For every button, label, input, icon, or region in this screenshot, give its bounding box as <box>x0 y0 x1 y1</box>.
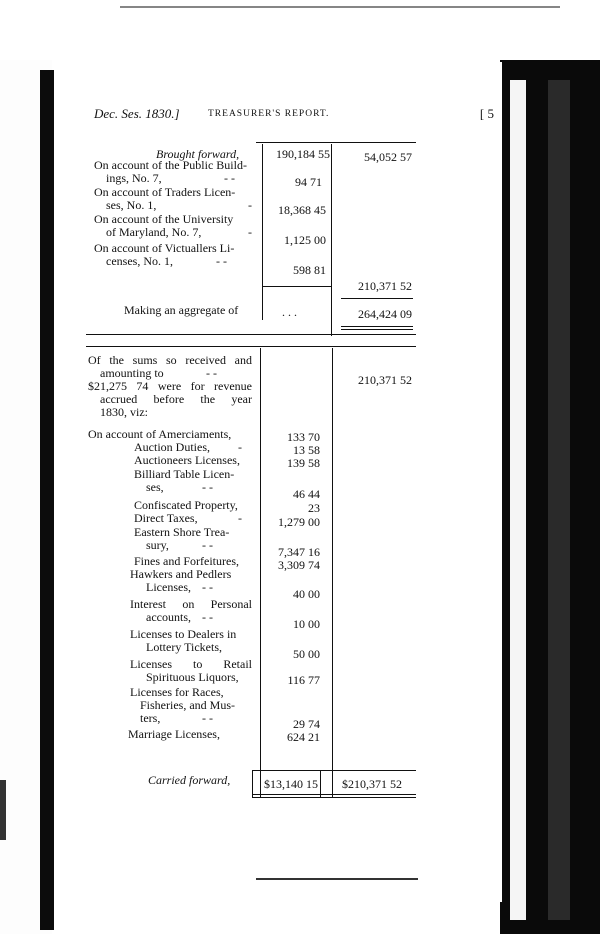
aggregate-dots: . . . <box>282 305 297 319</box>
item-label: Fisheries, and Mus- <box>140 698 235 712</box>
section2-col1-right-rule <box>332 348 333 798</box>
carried-forward-top-rule <box>252 770 416 771</box>
item-label: Licenses to Dealers in <box>130 627 237 641</box>
item-amount: 3,309 74 <box>278 558 320 572</box>
page-edge-stripe <box>510 80 526 920</box>
edge-mark <box>0 780 6 840</box>
row-dashes: - - <box>224 171 235 185</box>
intro-line: accrued before the year <box>100 392 252 406</box>
row-amount: 1,125 00 <box>284 233 326 247</box>
carried-forward-bottom-rule-2 <box>252 797 416 798</box>
intro-line: $21,275 74 were for revenue <box>88 379 252 393</box>
binding-shadow <box>40 70 54 930</box>
carried-forward-bottom-rule <box>252 794 416 795</box>
intro-line: Of the sums so received and <box>88 353 252 367</box>
page-header <box>94 106 494 128</box>
intro-line: 1830, viz: <box>100 405 148 419</box>
col1-left-rule <box>262 144 263 320</box>
row-amount: 94 71 <box>295 175 322 189</box>
item-label: Licenses to Retail <box>130 657 252 671</box>
item-label: Licenses for Races, <box>130 685 224 699</box>
item-amount: 40 00 <box>293 587 320 601</box>
item-dashes: - - <box>202 711 213 725</box>
item-label: Auctioneers Licenses, <box>134 453 240 467</box>
page-number: [ 5 <box>479 106 494 121</box>
item-dashes: - <box>238 511 242 525</box>
row-label-line1: On account of the Public Build- <box>94 158 247 172</box>
item-label: ses, <box>146 480 164 494</box>
item-label: Marriage Licenses, <box>128 727 220 741</box>
item-label: Interest on Personal <box>130 597 252 611</box>
carried-forward-col1: $13,140 15 <box>264 777 318 791</box>
item-amount: 50 00 <box>293 647 320 661</box>
page-edge-shadow <box>548 80 570 920</box>
col1-sum-rule <box>262 286 332 287</box>
section2-top-rule <box>86 346 416 347</box>
row-label-line1: On account of the University <box>94 212 234 226</box>
row-label-line2: ses, No. 1, <box>106 198 157 212</box>
item-label: Confiscated Property, <box>134 498 238 512</box>
item-label: Fines and Forfeitures, <box>134 554 239 568</box>
row-amount: 598 81 <box>293 263 326 277</box>
row-amount: 18,368 45 <box>278 203 326 217</box>
item-amount: 624 21 <box>287 730 320 744</box>
scan-artifact-bottom-line <box>256 878 418 880</box>
item-label: accounts, <box>146 610 191 624</box>
item-amount: 139 58 <box>287 456 320 470</box>
carried-forward-mid-rule <box>320 770 321 798</box>
carried-forward-col2: $210,371 52 <box>342 777 402 791</box>
section1-subtotal: 210,371 52 <box>358 279 412 293</box>
item-dashes: - - <box>202 580 213 594</box>
aggregate-amount: 264,424 09 <box>358 307 412 321</box>
item-label: On account of Amerciaments, <box>88 427 232 441</box>
intro-amount: 210,371 52 <box>358 373 412 387</box>
header-title: TREASURER'S REPORT. <box>208 109 330 119</box>
item-label: Eastern Shore Trea- <box>134 525 230 539</box>
item-amount: 46 44 <box>293 487 320 501</box>
item-amount: 7,347 16 <box>278 545 320 559</box>
item-amount: 1,279 00 <box>278 515 320 529</box>
brought-forward-label: Brought forward, <box>156 147 240 161</box>
item-amount: 10 00 <box>293 617 320 631</box>
row-label-line2: censes, No. 1, <box>106 254 173 268</box>
item-label: Licenses, <box>146 580 191 594</box>
intro-line: amounting to <box>100 366 164 380</box>
carried-forward-label: Carried forward, <box>148 773 231 787</box>
item-dashes: - - <box>202 480 213 494</box>
row-label-line2: ings, No. 7, <box>106 171 162 185</box>
item-label: Lottery Tickets, <box>146 640 223 654</box>
aggregate-rule-2 <box>341 329 413 330</box>
brought-forward-col2: 54,052 57 <box>364 150 412 164</box>
item-dashes: - - <box>202 538 213 552</box>
item-dashes: - <box>238 440 242 454</box>
row-dashes: - <box>248 225 252 239</box>
item-amount: 133 70 <box>287 430 320 444</box>
header-date: Dec. Ses. 1830.] <box>94 106 180 121</box>
table-top-rule <box>256 142 416 143</box>
item-label: ters, <box>140 711 161 725</box>
col1-right-rule <box>331 144 332 336</box>
item-label: Billiard Table Licen- <box>134 467 235 481</box>
item-dashes: - - <box>202 610 213 624</box>
right-page-edge <box>500 60 600 934</box>
item-label: sury, <box>146 538 169 552</box>
col2-sum-rule <box>341 298 413 299</box>
row-label-line1: On account of Victuallers Li- <box>94 241 235 255</box>
scan-artifact-line <box>120 6 560 8</box>
left-page-edge <box>0 60 52 934</box>
section-divider <box>86 334 416 335</box>
item-label: Spirituous Liquors, <box>146 670 239 684</box>
item-label: Direct Taxes, <box>134 511 198 525</box>
brought-forward-col1: 190,184 55 <box>276 147 330 161</box>
section2-col1-left-rule <box>260 348 261 798</box>
item-amount: 13 58 <box>293 443 320 457</box>
item-amount: 23 <box>308 501 320 515</box>
aggregate-label: Making an aggregate of <box>124 303 239 317</box>
row-dashes: - - <box>216 254 227 268</box>
document-page <box>56 62 502 902</box>
scan-top-margin <box>0 0 600 60</box>
row-dashes: - <box>248 198 252 212</box>
row-label-line2: of Maryland, No. 7, <box>106 225 202 239</box>
aggregate-rule-1 <box>341 326 413 327</box>
row-label-line1: On account of Traders Licen- <box>94 185 236 199</box>
item-label: Auction Duties, <box>134 440 210 454</box>
item-label: Hawkers and Pedlers <box>130 567 232 581</box>
item-amount: 116 77 <box>287 673 320 687</box>
item-amount: 29 74 <box>293 717 320 731</box>
intro-dashes: - - <box>206 366 217 380</box>
